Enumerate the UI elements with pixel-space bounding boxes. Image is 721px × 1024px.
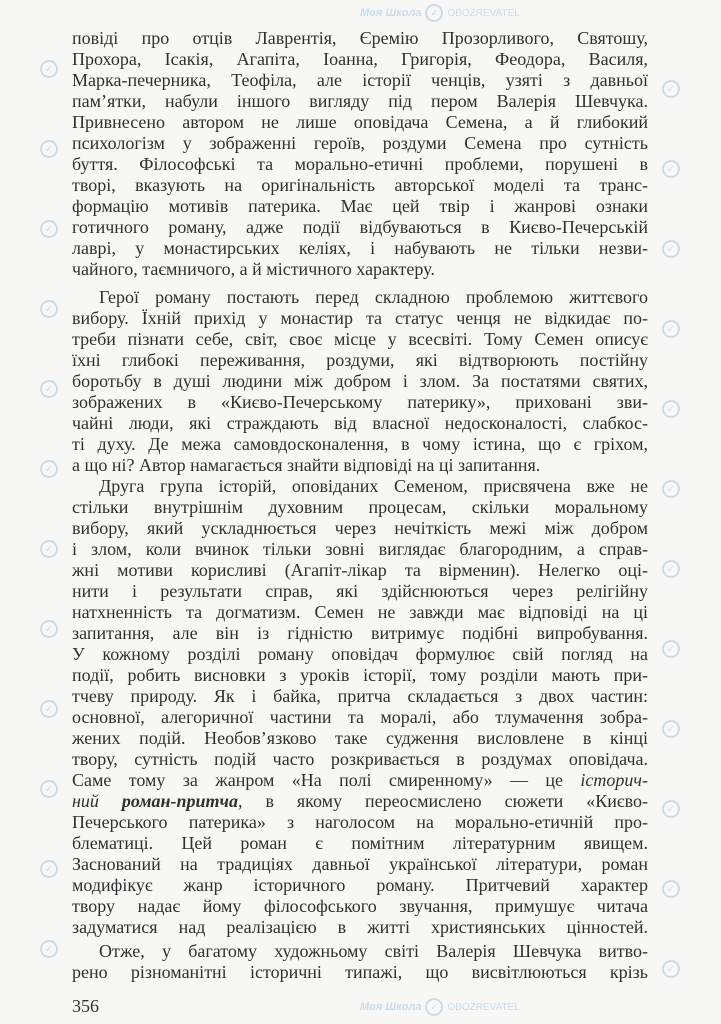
text-line (72, 476, 648, 497)
watermark-circle-icon: ✓ (662, 320, 680, 338)
emphasis-italic: історич- (580, 770, 648, 790)
text-line (72, 707, 648, 728)
text-line (72, 962, 648, 983)
watermark-circle-icon: ✓ (40, 460, 58, 478)
text-line (72, 875, 648, 896)
text-segment: психологізм у зображенні героїв, роздуми Семена про сутність (72, 133, 648, 153)
text-line (72, 133, 648, 154)
text-segment: чайного, таємничого, а й містичного характеру. (72, 259, 435, 279)
watermark-brand-text: OBOZREVATEL (447, 1001, 520, 1013)
text-line (72, 896, 648, 917)
watermark-circle-icon: ✓ (662, 640, 680, 658)
text-line (72, 812, 648, 833)
text-line (72, 196, 648, 217)
text-line (72, 91, 648, 112)
text-line (72, 917, 648, 938)
text-segment: Заснований на традиціях давньої української літератури, роман (72, 854, 648, 874)
text-segment: Марка-печерника, Теофіла, але історії ченців, узяті з давньої (72, 70, 648, 90)
text-segment: Привнесено автором не лише оповідача Семена, а й глибокий (72, 112, 648, 132)
text-line (72, 154, 648, 175)
text-line (72, 350, 648, 371)
text-segment: тчеву природу. Як і байка, притча складається з двох частин: (72, 686, 648, 706)
text-segment: готичного роману, адже події відбуваються в Києво-Печерській (72, 217, 648, 237)
text-line (72, 770, 648, 791)
watermark-circle-icon: ✓ (40, 60, 58, 78)
text-line (72, 833, 648, 854)
text-line (72, 665, 648, 686)
page-number: 356 (72, 996, 99, 1016)
text-line (72, 434, 648, 455)
text-line (72, 791, 648, 812)
text-line (72, 217, 648, 238)
text-line (72, 49, 648, 70)
watermark-brand-text: OBOZREVATEL (447, 7, 520, 19)
text-segment: творі, вказують на оригінальність авторської моделі та транс- (72, 175, 648, 195)
text-segment: , в якому переосмислено сюжети «Києво- (238, 791, 648, 811)
emphasis-italic: ний (72, 791, 122, 811)
paragraph (72, 28, 648, 280)
watermark-circle-icon: ✓ (40, 140, 58, 158)
text-line (72, 413, 648, 434)
text-segment: задуматися над реалізацією в житті християнських цінностей. (72, 917, 648, 937)
text-line (72, 644, 648, 665)
watermark-circle-icon: ✓ (40, 700, 58, 718)
text-line (72, 623, 648, 644)
text-segment: вибору. Їхній прихід у монастир та статус ченця не відкидає по- (72, 308, 648, 328)
text-line (72, 455, 648, 476)
watermark-logo (360, 4, 520, 22)
text-segment: лаврі, у монастирських келіях, і набувають не тільки незви- (72, 238, 648, 258)
watermark-circle-icon: ✓ (662, 160, 680, 178)
text-segment: чайні люди, які страждають від власної недосконалості, слабкос- (72, 413, 648, 433)
text-segment: вибору, який ускладнюється через нечіткість межі між добром (72, 518, 648, 538)
text-segment: У кожному розділі роману оповідач формулює свій погляд на (72, 644, 648, 664)
text-line (72, 497, 648, 518)
text-segment: треби пізнати себе, світ, своє місце у всесвіті. Тому Семен описує (72, 329, 648, 349)
watermark-circle-icon: ✓ (40, 940, 58, 958)
watermark-circle-icon: ✓ (40, 380, 58, 398)
paragraph (72, 287, 648, 476)
watermark-circle-icon: ✓ (40, 620, 58, 638)
watermark-circle-icon: ✓ (40, 860, 58, 878)
text-segment: пам’ятки, набули іншого вигляду під пером Валерія Шевчука. (72, 91, 648, 111)
text-line (72, 728, 648, 749)
text-line (72, 941, 648, 962)
text-segment: повіді про отців Лаврентія, Єремію Прозорливого, Святошу, (72, 28, 648, 48)
text-segment: Друга група історій, оповіданих Семеном, присвячена вже не (99, 476, 648, 496)
watermark-circle-icon: ✓ (662, 800, 680, 818)
text-segment: модифікує жанр історичного роману. Притчевий характер (72, 875, 648, 895)
watermark-circle-icon: ✓ (40, 220, 58, 238)
text-segment: зображених в «Києво-Печерському патерику», приховані зви- (72, 392, 648, 412)
text-segment: нити і результати справ, які здійснюються через релігійну (72, 581, 648, 601)
text-line (72, 329, 648, 350)
text-line (72, 175, 648, 196)
text-segment: запитання, але він із гідністю витримує подібні випробування. (72, 623, 648, 643)
text-segment: Саме тому за жанром «На полі смиренному» — це (72, 770, 581, 790)
text-line (72, 112, 648, 133)
text-line (72, 287, 648, 308)
text-segment: твору надає йому філософського звучання, примушує читача (72, 896, 648, 916)
text-line (72, 28, 648, 49)
watermark-circle-icon: ✓ (40, 540, 58, 558)
text-line (72, 686, 648, 707)
watermark-circle-icon: ✓ (40, 300, 58, 318)
text-segment: стільки внутрішнім духовним процесам, скільки моральному (72, 497, 648, 517)
text-segment: події, робить висновки з уроків історії, тому розділи мають при- (72, 665, 648, 685)
text-segment: і злом, коли вчинок тільки зовні виглядає благородним, а справ- (72, 539, 648, 559)
text-segment: боротьбу в душі людини між добром і злом. За постатями святих, (72, 371, 648, 391)
text-segment: Герої роману постають перед складною проблемою життєвого (99, 287, 648, 307)
watermark-circle-icon: ✓ (662, 960, 680, 978)
watermark-circle-icon: ✓ (425, 4, 443, 22)
watermark-circle-icon: ✓ (662, 80, 680, 98)
text-line (72, 749, 648, 770)
text-line (72, 539, 648, 560)
text-segment: ті духу. Де межа самовдосконалення, в чому істина, що є гріхом, (72, 434, 648, 454)
text-line (72, 392, 648, 413)
text-line (72, 581, 648, 602)
text-segment: формацію мотивів патерика. Має цей твір і жанрові ознаки (72, 196, 648, 216)
watermark-circle-icon: ✓ (662, 480, 680, 498)
text-segment: основної, алегоричної частини та моралі, або тлумачення зобра- (72, 707, 648, 727)
watermark-circle-icon: ✓ (425, 998, 443, 1016)
watermark-circle-icon: ✓ (662, 400, 680, 418)
paragraph (72, 941, 648, 983)
text-line (72, 602, 648, 623)
text-segment: рено різноманітні історичні типажі, що висвітлюються крізь (72, 962, 648, 982)
emphasis-bold-italic: роман-притча (121, 791, 238, 811)
text-segment: жні мотиви корисливі (Агапіт-лікар та вірменин). Нелегко оці- (72, 560, 648, 580)
watermark-school-text: Моя Школа (360, 1001, 422, 1013)
watermark-circle-icon: ✓ (662, 880, 680, 898)
watermark-circle-icon: ✓ (662, 560, 680, 578)
text-segment: Прохора, Ісакія, Агапіта, Іоанна, Григорія, Феодора, Василя, (72, 49, 648, 69)
text-line (72, 70, 648, 91)
text-line (72, 371, 648, 392)
text-segment: жених подій. Необов’язково таке судження висловлене в кінці (72, 728, 648, 748)
text-line (72, 560, 648, 581)
text-segment: натхненність та догматизм. Семен не завжди має відповіді на ці (72, 602, 648, 622)
watermark-circle-icon: ✓ (662, 240, 680, 258)
watermark-circle-icon: ✓ (662, 720, 680, 738)
text-segment: Печерського патерика» з наголосом на морально-етичній про- (72, 812, 648, 832)
paragraph (72, 476, 648, 938)
text-segment: їхні глибокі переживання, роздуми, які відтворюють постійну (72, 350, 648, 370)
text-segment: твору, сутність подій часто розкривається в роздумах оповідача. (72, 749, 648, 769)
text-line (72, 518, 648, 539)
text-segment: блематиці. Цей роман є помітним літературним явищем. (72, 833, 648, 853)
watermark-school-text: Моя Школа (360, 7, 422, 19)
text-line (72, 259, 648, 280)
watermark-logo (360, 998, 520, 1016)
text-line (72, 854, 648, 875)
text-line (72, 308, 648, 329)
text-segment: Отже, у багатому художньому світі Валерія Шевчука витво- (99, 941, 648, 961)
text-segment: а що ні? Автор намагається знайти відповіді на ці запитання. (72, 455, 541, 475)
text-segment: буття. Філософські та морально-етичні проблеми, порушені в (72, 154, 648, 174)
text-line (72, 238, 648, 259)
watermark-circle-icon: ✓ (40, 780, 58, 798)
